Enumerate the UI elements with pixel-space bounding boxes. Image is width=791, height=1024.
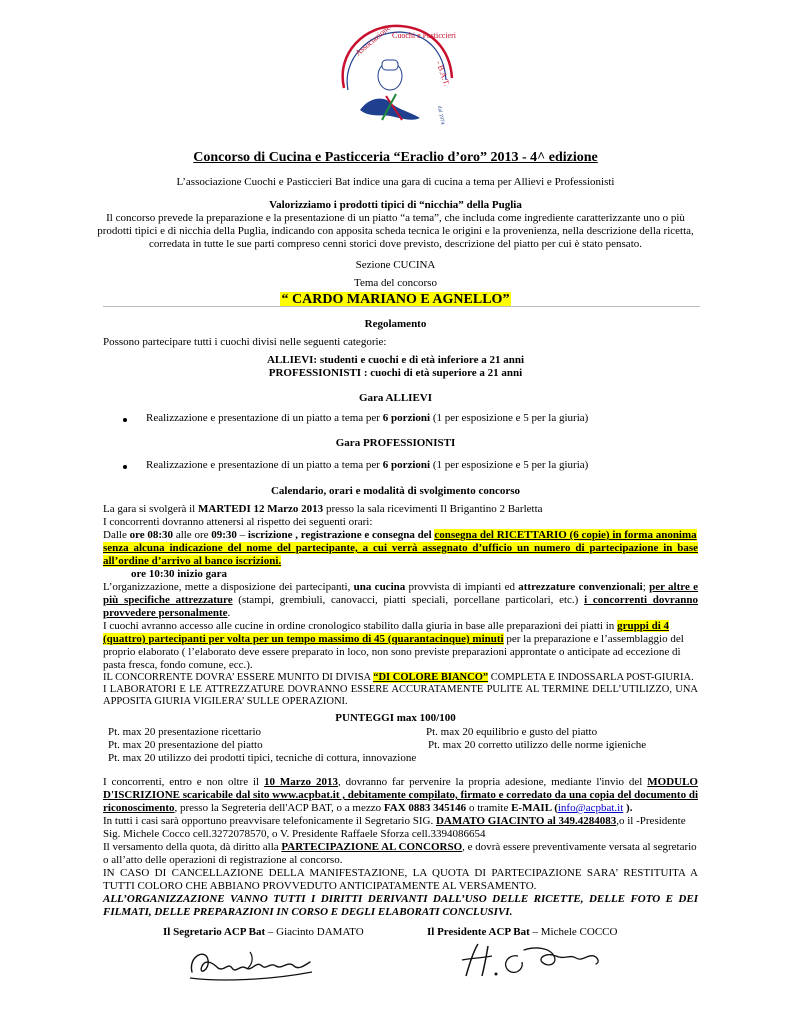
text: riconoscimento: [103, 802, 175, 814]
text: (: [551, 802, 558, 814]
calendario-line: I concorrenti dovranno attenersi al rispetto dei seguenti orari:: [103, 516, 373, 528]
text: alle ore: [173, 529, 212, 541]
score-item: Pt. max 20 equilibrio e gusto del piatto: [426, 726, 598, 738]
score-item: Pt. max 20 utilizzo dei prodotti tipici, tecniche di cottura, innovazione: [108, 752, 417, 764]
iscrizione-line: [103, 802, 632, 815]
gara-professionisti-item: [146, 459, 588, 472]
calendario-line: pasta fresca, fondo comune, ecc.).: [103, 659, 253, 671]
calendario-line: [103, 620, 669, 633]
item-bold: 6 porzioni: [382, 412, 431, 424]
iscrizione-line: TUTTI COLORO CHE ABBIANO PROVVEDUTO ANTICIPATAMENTE AL VERSAMENTO.: [103, 880, 537, 892]
divider: [103, 306, 700, 307]
role: Il Segretario ACP Bat: [163, 926, 266, 938]
text: Il versamento della quota, dà diritto alla: [103, 841, 282, 853]
bullet-icon: [123, 418, 127, 422]
name: – Giacinto DAMATO: [265, 926, 364, 938]
iscrizione-line: [103, 815, 686, 828]
highlight: (quattro) partecipanti per volta per un tempo massimo di 45 (quarantacinque) minuti: [103, 633, 504, 645]
item-text: Realizzazione e presentazione di un piatto a tema per: [146, 412, 383, 424]
time: 09:30: [211, 529, 237, 541]
gara-professionisti-heading: Gara PROFESSIONISTI: [335, 437, 456, 449]
text: –: [236, 529, 248, 541]
description-line: corredata in tutte le sue parti compreso cenni storici dove previsto, descrizione del piatto per cui è stato pensato.: [149, 238, 642, 250]
time: ore 08:30: [129, 529, 174, 541]
text: , presso la Segreteria dell'ACP BAT, o a mezzo: [174, 802, 384, 814]
item-text: (1 per esposizione e 5 per la giuria): [430, 459, 589, 471]
text: L’organizzazione, mette a disposizione dei partecipanti,: [103, 581, 354, 593]
theme-label: Tema del concorso: [354, 277, 437, 289]
calendario-line: [103, 684, 698, 696]
text: per la preparazione e l’assemblaggio del: [503, 633, 684, 645]
category-professionisti: PROFESSIONISTI : cuochi di età superiore a 21 anni: [268, 367, 523, 379]
text: (stampi, grembiuli, canovacci, piatti speciali, porcellane particolari, etc.): [232, 594, 585, 606]
theme-title: “ CARDO MARIANO E AGNELLO”: [281, 292, 510, 307]
description-line: prodotti tipici e di nicchia della Puglia, indicando con apposita scheda tecnica le origini e la provenienza, nella descrizione della ricetta,: [97, 225, 694, 237]
calendario-line: [103, 555, 281, 568]
calendario-line: [103, 581, 698, 594]
item-bold: 6 porzioni: [382, 459, 431, 471]
start-time: ore 10:30 inizio gara: [131, 568, 228, 580]
page-title: Concorso di Cucina e Pasticceria “Eraclio d’oro” 2013 - 4^ edizione: [193, 150, 598, 165]
text: I concorrenti, entro e non oltre il: [103, 776, 265, 788]
score-item: Pt. max 20 corretto utilizzo delle norme igieniche: [428, 739, 647, 751]
segretario-signature: [180, 942, 320, 986]
score-item: Pt. max 20 presentazione ricettario: [108, 726, 262, 738]
text: I LABORATORI E LE ATTREZZATURE DOVRANNO ESSERE ACCURATAMENTE PULITE AL TERMINE DELL’UTILIZZO, UNA: [103, 684, 698, 695]
item-text: (1 per esposizione e 5 per la giuria): [430, 412, 589, 424]
text: MODULO: [647, 776, 698, 788]
text: ;: [642, 581, 650, 593]
text: I cuochi avranno accesso alle cucine in ordine cronologico stabilito dalla giuria in base alle preparazioni dei piatti in: [103, 620, 618, 632]
iscrizione-line: o all’atto delle operazioni di registrazione al concorso.: [103, 854, 343, 866]
calendario-line: [103, 542, 698, 555]
subtitle: Valorizziamo i prodotti tipici di “nicchia” della Puglia: [269, 199, 522, 211]
text: attrezzature convenzionali: [518, 581, 643, 593]
text: ).: [623, 802, 633, 814]
regolamento-heading: Regolamento: [364, 318, 427, 330]
text: una cucina: [353, 581, 406, 593]
highlight: senza alcuna indicazione del nome del partecipante, a cui verrà assegnato d’ufficio un numero di partecipazione in base: [103, 542, 698, 554]
iscrizione-line: [103, 789, 698, 802]
logo-est: dal 1974: [436, 105, 446, 126]
text: IN CASO DI CANCELLAZIONE DELLA MANIFESTAZIONE, LA QUOTA DI PARTECIPAZIONE SARA’ RESTITUITA A: [103, 867, 698, 879]
text: ,o il -Presidente: [616, 815, 686, 827]
regolamento-intro: Possono partecipare tutti i cuochi divisi nelle seguenti categorie:: [103, 336, 387, 348]
text: o tramite: [466, 802, 512, 814]
text: iscrizione , registrazione e consegna del: [247, 529, 435, 541]
description-line: Il concorso prevede la preparazione e la presentazione di un piatto “a tema”, che includa come ingrediente caratterizzante uno o più: [106, 212, 685, 224]
segretario-signature-label: [163, 926, 364, 939]
intro-text: L’associazione Cuochi e Pasticcieri Bat indice una gara di cucina a tema per Allievi e Professionisti: [176, 176, 615, 188]
calendario-line: [103, 633, 684, 646]
highlight: gruppi di 4: [617, 620, 670, 632]
presidente-signature: [458, 936, 608, 982]
role: Il Presidente ACP Bat: [427, 926, 530, 938]
calendario-line: [103, 607, 230, 620]
calendario-line: APPOSITA GIURIA VIGILERA’ SULLE OPERAZIONI.: [103, 696, 348, 707]
highlight: all’ordine d’arrivo al banco iscrizioni.: [103, 555, 282, 567]
calendario-line: [103, 672, 694, 684]
text: In tutti i casi sarà opportuno preavvisare telefonicamente il Segretario SIG.: [103, 815, 436, 827]
logo-graphic: [330, 18, 460, 130]
highlight: “DI COLORE BIANCO”: [373, 672, 489, 683]
svg-text:Cuochi e Pasticcieri: Cuochi e Pasticcieri: [392, 31, 456, 40]
svg-text:- B.A.T.: - B.A.T.: [434, 59, 452, 88]
text: PARTECIPAZIONE AL CONCORSO: [281, 841, 463, 853]
section-label: Sezione CUCINA: [355, 259, 436, 271]
bullet-icon: [123, 465, 127, 469]
text: COMPLETA E INDOSSARLA POST-GIURIA.: [488, 672, 694, 683]
iscrizione-line: [103, 893, 698, 906]
text: i concorrenti dovranno: [584, 594, 698, 606]
gara-allievi-heading: Gara ALLIEVI: [358, 392, 433, 404]
text: ALL’ORGANIZZAZIONE VANNO TUTTI I DIRITTI DERIVANTI DALL’USO DELLE RICETTE, DELLE FOTO E DEI: [103, 893, 698, 905]
text: La gara si svolgerà il: [103, 503, 198, 515]
iscrizione-line: [103, 776, 698, 789]
text: provvedere personalmente: [103, 607, 228, 619]
gara-allievi-item: [146, 412, 588, 425]
phone: DAMATO GIACINTO al 349.4284083: [435, 815, 617, 827]
text: , dovranno far pervenire la propria adesione, mediante l'invio del: [337, 776, 648, 788]
iscrizione-line: [103, 867, 698, 880]
text: .: [227, 607, 231, 619]
association-logo: [330, 18, 460, 130]
text: provvista di impianti ed: [405, 581, 519, 593]
text: più specifiche attrezzature: [103, 594, 233, 606]
calendario-line: [103, 503, 543, 516]
highlight: consegna del RICETTARIO (6 copie) in forma anonima: [434, 529, 697, 541]
text: per altre e: [649, 581, 699, 593]
calendario-heading: Calendario, orari e modalità di svolgimento concorso: [270, 485, 520, 497]
punteggi-heading: PUNTEGGI max 100/100: [335, 712, 456, 724]
iscrizione-line: [103, 841, 697, 854]
iscrizione-line: Sig. Michele Cocco cell.3272078570, o V. Presidente Raffaele Sforza cell.3394086654: [103, 828, 486, 840]
name: – Michele COCCO: [529, 926, 618, 938]
date: 10 Marzo 2013: [264, 776, 338, 788]
calendario-line: proprio elaborato ( l’elaborato deve essere preparato in loco, non sono previste preparazioni approntate o anticipate ad eccezione di: [103, 646, 681, 658]
calendario-line: [103, 594, 698, 607]
text: E-MAIL: [511, 802, 552, 814]
text: IL CONCORRENTE DOVRA’ ESSERE MUNITO DI DIVISA: [103, 672, 374, 683]
date: MARTEDI 12 Marzo 2013: [198, 503, 324, 515]
text: presso la sala ricevimenti Il Brigantino 2 Barletta: [323, 503, 543, 515]
score-item: Pt. max 20 presentazione del piatto: [108, 739, 263, 751]
text: D'ISCRIZIONE scaricabile dal sito www.acpbat.it , debitamente compilato, firmato e corredato da una copia del documento di: [103, 789, 699, 801]
svg-text:Associazione: Associazione: [353, 23, 392, 58]
fax-number: FAX 0883 345146: [383, 802, 467, 814]
text: Dalle: [103, 529, 130, 541]
item-text: Realizzazione e presentazione di un piatto a tema per: [146, 459, 383, 471]
text: , e dovrà essere preventivamente versata al segretario: [462, 841, 697, 853]
iscrizione-line: FILMATI, DELLE PREPARAZIONI IN CORSO E DEGLI ELABORATI CONCLUSIVI.: [103, 906, 513, 918]
calendario-line: [103, 529, 697, 542]
category-allievi: ALLIEVI: studenti e cuochi e di età inferiore a 21 anni: [266, 354, 525, 366]
email-link[interactable]: info@acpbat.it: [557, 802, 624, 814]
